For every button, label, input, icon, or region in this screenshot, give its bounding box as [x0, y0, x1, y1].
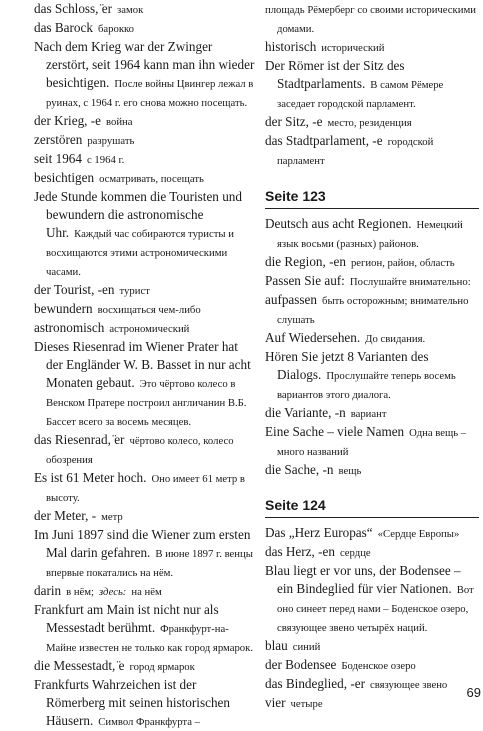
glossary-entry [34, 507, 256, 526]
german-term: die Messestadt, ̈e [34, 658, 125, 673]
glossary-entry [34, 676, 256, 731]
russian-translation: Это чёртово колесо в Венском Пратере построил англичанин В.Б. Бассет всего за восемь месяцев. [46, 378, 247, 428]
glossary-entry [265, 637, 479, 656]
german-term: Dieses Riesenrad im Wiener Prater hat der Engländer W. B. Basset in nur acht Monaten gebaut. [34, 339, 251, 390]
german-term: zerstören [34, 132, 83, 147]
russian-translation: Франкфурт-на-Майне известен не только как город ярмарок. [46, 623, 253, 654]
russian-translation: турист [119, 285, 150, 297]
german-term: die Region, -en [265, 254, 346, 269]
german-term: Das „Herz Europas“ [265, 525, 373, 540]
russian-translation: Прослушайте теперь восемь вариантов этого диалога. [277, 370, 456, 401]
german-term: Es ist 61 Meter hoch. [34, 470, 147, 485]
glossary-entry [265, 291, 479, 329]
russian-translation: вариант [350, 408, 387, 420]
glossary-entry [34, 281, 256, 300]
page-number: 69 [466, 685, 481, 700]
german-term: Eine Sache – viele Namen [265, 424, 405, 439]
russian-translation: Символ Франкфурта – [98, 716, 200, 728]
german-term: der Krieg, -e [34, 113, 101, 128]
german-term: der Bodensee [265, 657, 337, 672]
russian-translation: место, резиденция [327, 117, 412, 129]
heading-seite-123: Seite 123 [265, 187, 479, 209]
glossary-entry [265, 404, 479, 423]
glossary-entry [265, 215, 479, 253]
german-term: das Riesenrad, ̈er [34, 432, 125, 447]
glossary-entry [265, 272, 479, 291]
german-term: das Schloss, ̈er [34, 1, 113, 16]
german-term: Passen Sie auf: [265, 273, 345, 288]
russian-usage-note: здесь: [99, 586, 127, 598]
glossary-entry [265, 524, 479, 543]
russian-translation: вещь [338, 465, 362, 477]
russian-translation: синий [292, 641, 321, 653]
german-term: Auf Wiedersehen. [265, 330, 361, 345]
glossary-entry [34, 19, 256, 38]
russian-translation: война [106, 116, 133, 128]
russian-translation: площадь Рёмерберг со своими историческими домами. [265, 4, 476, 35]
glossary-entry [265, 423, 479, 461]
glossary-entry [265, 253, 479, 272]
russian-translation: Одна вещь – много названий [277, 427, 467, 458]
glossary-entry [265, 113, 479, 132]
german-term: darin [34, 583, 62, 598]
glossary-entry [265, 348, 479, 404]
russian-translation: сердце [339, 547, 371, 559]
german-term: der Meter, - [34, 508, 97, 523]
russian-translation: быть осторожным; внимательно слушать [277, 295, 469, 326]
german-term: astronomisch [34, 320, 105, 335]
german-term: Blau liegt er vor uns, der Bodensee – ein Bindeglied für vier Nationen. [265, 563, 461, 596]
german-term: das Bindeglied, -er [265, 676, 365, 691]
russian-translation: Оно имеет 61 метр в высоту. [46, 473, 245, 504]
glossary-entry [34, 319, 256, 338]
section-124-entries [265, 524, 479, 713]
glossary-entry [265, 694, 479, 713]
russian-translation: барокко [97, 23, 135, 35]
german-term: das Stadtparlament, -e [265, 133, 383, 148]
german-term: Frankfurts Wahrzeichen ist der Römerberg mit seinen historischen Häusern. [34, 677, 230, 728]
glossary-entry [34, 431, 256, 469]
russian-translation: связующее звено [369, 679, 448, 691]
russian-translation: метр [101, 511, 123, 523]
german-term: blau [265, 638, 288, 653]
heading-seite-124: Seite 124 [265, 496, 479, 518]
russian-translation: осматривать, посещать [99, 173, 204, 185]
russian-translation: В самом Рёмере заседает городской парламент. [277, 79, 444, 110]
russian-translation: Каждый час собираются туристы и восхищаются этими астрономическими часами. [46, 228, 234, 278]
glossary-entry [34, 0, 256, 19]
russian-translation: с 1964 г. [87, 154, 125, 166]
left-column [34, 0, 256, 731]
russian-translation: астрономический [109, 323, 190, 335]
russian-translation: «Сердце Европы» [377, 528, 460, 540]
glossary-entry [34, 188, 256, 281]
glossary-entry [265, 543, 479, 562]
glossary-entry [34, 131, 256, 150]
russian-translation: замок [117, 4, 144, 16]
russian-translation: исторический [321, 42, 385, 54]
german-term: Deutsch aus acht Regionen. [265, 216, 412, 231]
glossary-entry [265, 656, 479, 675]
german-term: bewundern [34, 301, 93, 316]
glossary-entry [265, 38, 479, 57]
glossary-entry [34, 300, 256, 319]
german-term: der Tourist, -en [34, 282, 115, 297]
glossary-entry [34, 601, 256, 657]
glossary-entry [34, 112, 256, 131]
russian-translation: городской парламент [277, 136, 434, 167]
glossary-entry [265, 329, 479, 348]
german-term: Im Juni 1897 sind die Wiener zum ersten Mal darin gefahren. [34, 527, 251, 560]
german-term: Nach dem Krieg war der Zwinger zerstört, seit 1964 kann man ihn wieder besichtigen. [34, 39, 255, 90]
glossary-entry [34, 38, 256, 112]
right-top-entries [265, 0, 479, 170]
german-term: Der Römer ist der Sitz des Stadtparlaments. [265, 58, 405, 91]
german-term: aufpassen [265, 292, 317, 307]
glossary-entry [265, 132, 479, 170]
russian-translation: Вот оно синеет перед нами – Боденское озеро, связующее звено четырёх наций. [277, 584, 474, 634]
german-term: die Variante, -n [265, 405, 346, 420]
german-term: die Sache, -n [265, 462, 334, 477]
russian-translation: Боденское озеро [341, 660, 416, 672]
glossary-entry [34, 338, 256, 431]
german-term: besichtigen [34, 170, 95, 185]
glossary-entry [265, 562, 479, 637]
glossary-entry [265, 57, 479, 113]
german-term: das Herz, -en [265, 544, 335, 559]
german-term: der Sitz, -e [265, 114, 323, 129]
russian-translation: город ярмарок [129, 661, 195, 673]
russian-translation: После войны Цвингер лежал в руинах, с 1964 г. его снова можно посещать. [46, 78, 254, 109]
glossary-entry [265, 461, 479, 480]
russian-translation: разрушать [87, 135, 135, 147]
german-term: Hören Sie jetzt 8 Varianten des Dialogs. [265, 349, 429, 382]
glossary-entry [34, 657, 256, 676]
glossary-entry [34, 582, 256, 601]
glossary-entry [265, 0, 479, 38]
german-term: historisch [265, 39, 317, 54]
glossary-entry [34, 150, 256, 169]
german-term: Frankfurt am Main ist nicht nur als Messestadt berühmt. [34, 602, 219, 635]
russian-translation-prefix: в нём; [66, 586, 95, 598]
russian-translation: В июне 1897 г. венцы впервые покатались на нём. [46, 548, 253, 579]
russian-translation: четыре [290, 698, 323, 710]
russian-translation: регион, район, область [350, 257, 455, 269]
german-term: seit 1964 [34, 151, 82, 166]
german-term: vier [265, 695, 286, 710]
russian-translation: Немецкий язык восьми (разных) районов. [277, 219, 463, 250]
glossary-entry [34, 169, 256, 188]
german-term: Jede Stunde kommen die Touristen und bewundern die astronomische Uhr. [34, 189, 242, 240]
glossary-entry [265, 675, 479, 694]
russian-translation: До свидания. [365, 333, 426, 345]
russian-translation: восхищаться чем-либо [97, 304, 201, 316]
section-123-entries [265, 215, 479, 480]
russian-translation: Послушайте внимательно: [349, 276, 471, 288]
glossary-entry [34, 469, 256, 507]
right-column [265, 0, 479, 713]
german-term: das Barock [34, 20, 93, 35]
glossary-entry [34, 526, 256, 582]
russian-translation: чёртово колесо, колесо обозрения [46, 435, 234, 466]
russian-translation: на нём [131, 586, 162, 598]
